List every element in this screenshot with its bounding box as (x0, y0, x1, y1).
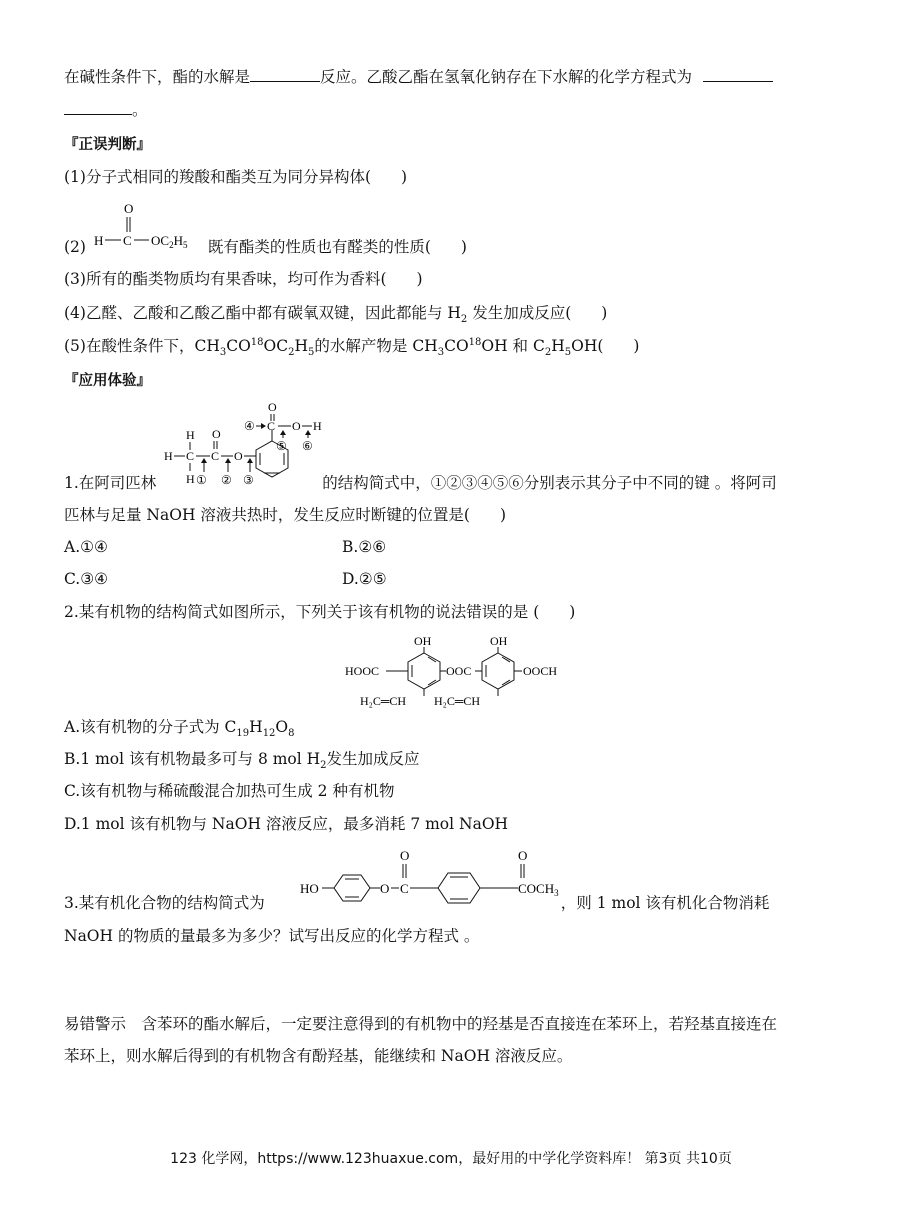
option-1A[interactable]: A.①④ (64, 538, 108, 556)
judge-q2: (2) 既有酯类的性质也有醛类的性质( ) (64, 238, 467, 256)
option-1B[interactable]: B.②⑥ (342, 538, 387, 556)
group-oc2h5: $OC_2H_5$ (151, 233, 188, 250)
svg-text:①: ① (196, 473, 207, 487)
svg-text:⑤: ⑤ (276, 439, 287, 453)
problem-3-line-2: NaOH 的物质的量最多为多少？试写出反应的化学方程式 。 (64, 927, 480, 945)
svg-text:O: O (518, 848, 528, 863)
svg-text:O: O (268, 400, 277, 414)
svg-text:H₂C═CH: H₂C═CH (360, 694, 407, 708)
blank-1[interactable] (250, 65, 320, 82)
svg-text:O: O (212, 427, 221, 441)
svg-text:③: ③ (243, 473, 254, 487)
problem-3-line-1: 3.某有机化合物的结构简式为 ，则 1 mol 该有机化合物消耗 (64, 894, 770, 912)
svg-text:H: H (186, 472, 195, 486)
svg-text:C: C (186, 449, 195, 463)
problem-1-line-1: 1.在阿司匹林 的结构简式中，①②③④⑤⑥分别表示其分子中不同的键 。将阿司 (64, 474, 777, 492)
svg-text:HO: HO (300, 881, 319, 896)
svg-text:OOC: OOC (446, 664, 472, 678)
blank-2[interactable] (703, 65, 773, 82)
intro-line-1: 在碱性条件下，酯的水解是 反应。乙酸乙酯在氢氧化钠存在下水解的化学方程式为 (64, 65, 773, 88)
option-2C[interactable]: C.该有机物与稀硫酸混合加热可生成 2 种有机物 (64, 782, 395, 800)
judge-q3: (3)所有的酯类物质均有果香味，均可作为香料( ) (64, 270, 423, 288)
option-2A[interactable]: A.该有机物的分子式为 $C_{19}H_{12}O_8$ (64, 718, 295, 740)
option-1D[interactable]: D.②⑤ (342, 570, 387, 588)
problem-2-stem: 2.某有机物的结构简式如图所示，下列关于该有机物的说法错误的是 ( ) (64, 603, 576, 621)
warning-line-2: 苯环上，则水解后得到的有机物含有酚羟基，能继续和 NaOH 溶液反应。 (64, 1047, 573, 1065)
formate-structure (92, 196, 204, 256)
option-2B[interactable]: B.1 mol 该有机物最多可与 8 mol $H_2$发生加成反应 (64, 750, 420, 772)
group-coch3: $COCH_3$ (518, 881, 559, 898)
svg-text:O: O (380, 881, 390, 896)
judge-heading: 『正误判断』 (64, 136, 151, 153)
svg-text:O: O (400, 848, 410, 863)
intro-line-2: 。 (64, 98, 148, 121)
svg-text:O: O (292, 419, 301, 433)
svg-text:⑥: ⑥ (302, 439, 313, 453)
option-1C[interactable]: C.③④ (64, 570, 109, 588)
svg-text:H: H (164, 449, 173, 463)
problem-1-line-2: 匹林与足量 NaOH 溶液共热时，发生反应时断键的位置是( ) (64, 506, 506, 524)
svg-text:O: O (234, 449, 243, 463)
option-2D[interactable]: D.1 mol 该有机物与 NaOH 溶液反应，最多消耗 7 mol NaOH (64, 815, 509, 833)
svg-text:C: C (267, 419, 276, 433)
svg-text:OH: OH (490, 634, 508, 648)
compound-2-structure (340, 628, 570, 710)
warning-line-1: 易错警示 含苯环的酯水解后，一定要注意得到的有机物中的羟基是否直接连在苯环上，若羟基直接连在 (64, 1015, 778, 1033)
atom-h: H (94, 233, 104, 248)
atom-o: O (124, 201, 134, 216)
svg-text:H₂C═CH: H₂C═CH (434, 694, 481, 708)
svg-text:OOCH: OOCH (523, 664, 558, 678)
svg-text:H: H (313, 419, 322, 433)
judge-q1: (1)分子式相同的羧酸和酯类互为同分异构体( ) (64, 168, 408, 186)
svg-text:②: ② (221, 473, 232, 487)
svg-text:C: C (211, 449, 220, 463)
page-footer: 123 化学网，https://www.123huaxue.com，最好用的中学化学资料库！ 第3页 共10页 (170, 1151, 732, 1167)
svg-text:H: H (186, 428, 195, 442)
apply-heading: 『应用体验』 (64, 372, 151, 389)
judge-q5: (5)在酸性条件下，$CH_3CO^{18}OC_2H_5$的水解产物是 $CH_3CO^{18}OH$ 和 $C_2H_5OH$( ) (64, 336, 640, 359)
atom-c: C (123, 233, 132, 248)
blank-3[interactable] (64, 98, 132, 115)
svg-text:OH: OH (414, 634, 432, 648)
svg-text:HOOC: HOOC (345, 664, 380, 678)
svg-text:C: C (400, 881, 409, 896)
judge-q4: (4)乙醛、乙酸和乙酸乙酯中都有碳氧双键，因此都能与 $H_2$ 发生加成反应( ) (64, 304, 608, 326)
svg-text:④: ④ (244, 419, 255, 433)
